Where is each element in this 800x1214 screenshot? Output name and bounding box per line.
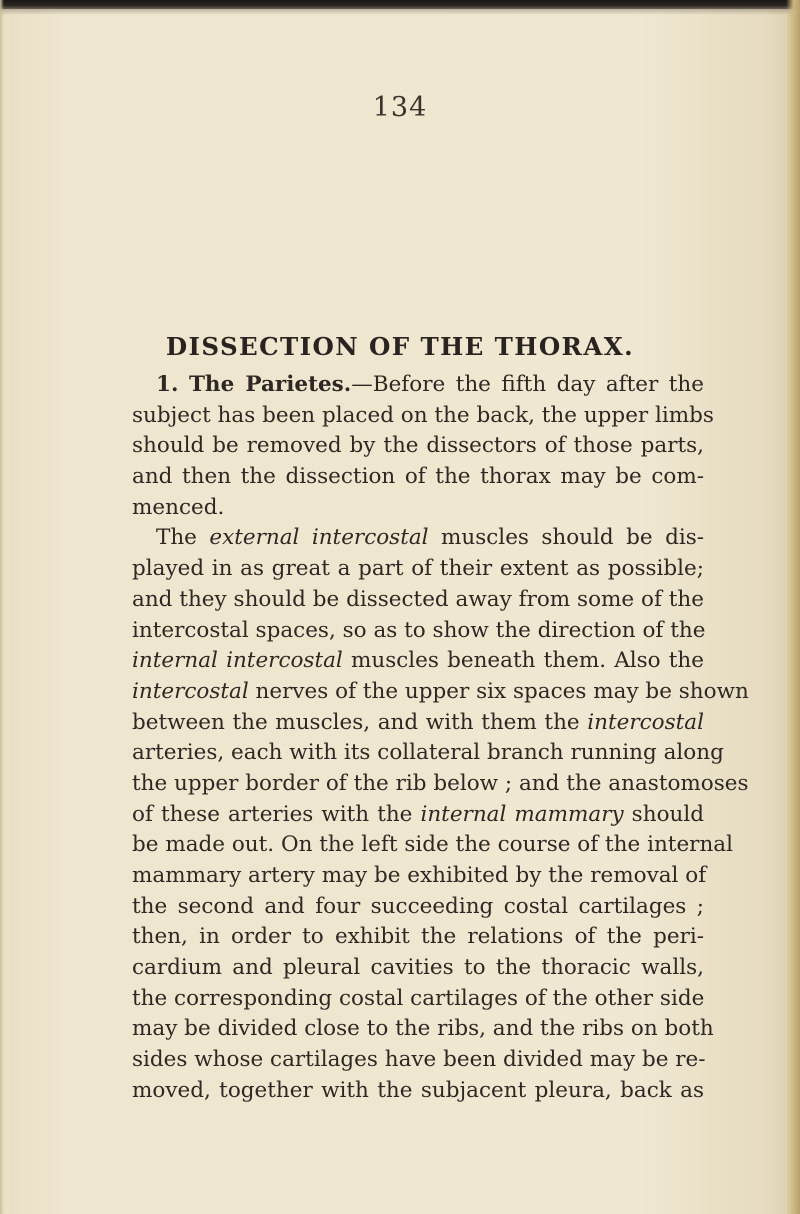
paragraph-line: intercostal nerves of the upper six spaces may be shown bbox=[132, 678, 749, 704]
paragraph-line: mammary artery may be exhibited by the removal of bbox=[132, 863, 707, 888]
page-right-edge bbox=[786, 0, 800, 1214]
paragraph-line: 1. The Parietes.—Before the fifth day after the bbox=[156, 372, 704, 397]
section-number: 1. bbox=[156, 372, 179, 397]
page-top-edge bbox=[0, 0, 800, 9]
paragraph-line: moved, together with the subjacent pleura, back as bbox=[132, 1077, 704, 1103]
paragraph-line: of these arteries with the internal mammary should bbox=[132, 801, 704, 827]
section-title: The Parietes. bbox=[188, 372, 352, 397]
paragraph-line: between the muscles, and with them the intercostal bbox=[132, 709, 704, 735]
paragraph-line: internal intercostal muscles beneath them. Also the bbox=[132, 648, 704, 674]
paragraph-line: arteries, each with its collateral branch running along bbox=[132, 740, 724, 766]
paragraph-line: then, in order to exhibit the relations of the peri- bbox=[132, 924, 704, 950]
paragraph-line: should be removed by the dissectors of those parts, bbox=[132, 433, 704, 459]
paragraph-line: be made out. On the left side the course of the internal bbox=[132, 832, 733, 858]
paragraph-line: and then the dissection of the thorax may be com- bbox=[132, 464, 704, 490]
paragraph-line: played in as great a part of their extent as possible; bbox=[132, 556, 704, 582]
paragraph-line: the corresponding costal cartilages of the other side bbox=[132, 985, 705, 1011]
page-top-shadow bbox=[0, 9, 800, 15]
paragraph-line: the second and four succeeding costal cartilages ; bbox=[132, 893, 704, 919]
paragraph-line: the upper border of the rib below ; and the anastomoses bbox=[132, 770, 749, 796]
paragraph-line: intercostal spaces, so as to show the direction of the bbox=[132, 617, 706, 643]
paragraph-line: may be divided close to the ribs, and the ribs on both bbox=[132, 1016, 714, 1042]
paragraph-line: and they should be dissected away from some of the bbox=[132, 586, 704, 612]
body-text bbox=[132, 370, 749, 1107]
paragraph-line: The external intercostal muscles should be dis- bbox=[156, 525, 705, 551]
page-number: 134 bbox=[372, 92, 428, 123]
paragraph-line: subject has been placed on the back, the upper limbs bbox=[132, 402, 714, 428]
paragraph-line: menced. bbox=[132, 494, 225, 520]
chapter-heading: DISSECTION OF THE THORAX. bbox=[165, 332, 635, 361]
page-left-edge bbox=[0, 0, 4, 1214]
paragraph-line: cardium and pleural cavities to the thoracic walls, bbox=[132, 955, 704, 981]
paragraph-line: sides whose cartilages have been divided may be re- bbox=[132, 1047, 706, 1073]
